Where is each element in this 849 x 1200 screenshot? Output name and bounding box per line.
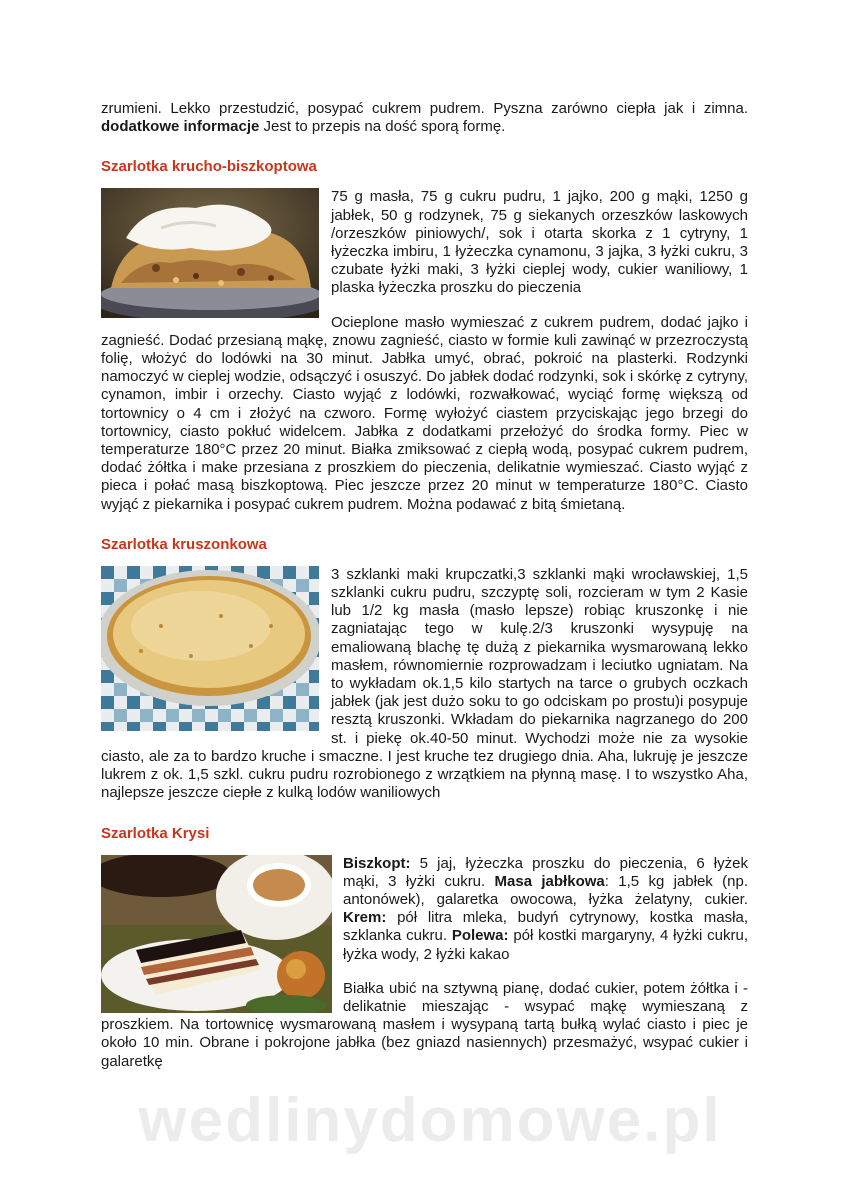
- krem-label: Krem:: [343, 909, 387, 927]
- intro-text: zrumieni. Lekko przestudzić, posypać cukrem pudrem. Pyszna zarówno ciepła jak i zimna.: [101, 100, 748, 117]
- recipe-text: 3 szklanki maki krupczatki,3 szklanki mąki wrocławskiej, 1,5 szklanki cukru pudru, szczyptę soli, rozcieram w tym 2 Kasie lub 1/2 kg masła (masło lepsze) robiąc kruszonkę i nie zagniatając tego w kulę.2/3 kruszonki wysypuję na emaliowaną blachę tę dużą z piekarnika wysmarowaną lekko masłem, równomiernie rozprowadzam i leciutko ugniatam. Na to wykładam ok.1,5 kilo startych na tarce o grubych oczkach jabłek (jak jest dużo soku to go odciskam po prostu)i posypuje resztą kruszonki. Wkładam do piekarnika nagrzanego do 200 st. i piekę ok.40-50 minut. Wychodzi może nie za wysokie ciasto, ale za to bardzo kruche i smaczne. I jest kruche tez drugiego dnia. Aha, lukruję je jeszcze lukrem z ok. 1,5 szkl. cukru pudru rozrobionego z wrzątkiem na płynną masę. I to wszystko Aha, najlepsze jeszcze ciepłe z kulką lodów waniliowych: [101, 565, 748, 802]
- method-paragraph: Białka ubić na sztywną pianę, dodać cukier, potem żółtka i - delikatnie mieszając - wsypać mąkę wymieszaną z proszkiem. Na tortownicę wysmarowaną masłem i wysypaną tartą bułką wylać ciasto i piec je około 10 min. Obrane i pokrojone jabłka (bez gniazd nasiennych) przesmażyć, wsypać cukier i galaretkę: [101, 979, 748, 1070]
- extra-info-text: Jest to przepis na dość sporą formę.: [259, 118, 506, 136]
- polewa-label: Polewa:: [451, 927, 509, 945]
- recipe-kruszonkowa: [101, 536, 748, 803]
- biszkopt-label: Biszkopt:: [343, 854, 411, 872]
- method-paragraph: Ocieplone masło wymieszać z cukrem pudrem, dodać jajko i zagnieść. Dodać przesianą mąkę, znowu zagnieść, ciasto w formie kuli zawinąć w przezroczystą folię, włożyć do lodówki na 30 minut. Jabłka umyć, obrać, pokroić na plasterki. Rodzynki namoczyć w cieplej wodzie, odsączyć i osuszyć. Do jabłek dodać rodzynki, sok i skórkę z cytryny, cynamon, imbir i orzechy. Ciasto wyjąć z lodówki, rozwałkować, wyciąć formę większą od tortownicy o 4 cm i złożyć na czworo. Formę wyłożyć ciastem przyciskając jego brzegi do tortownicy, ciasto pokłuć widelcem. Jabłka z dodatkami przełożyć do środka formy. Piec w temperaturze 180°C przez 20 minut. Białka zmiksować z ciepłą wodą, posypać cukrem pudrem, dodać żółtka i make przesiana z proszkiem do pieczenia, delikatnie wymieszać. Ciasto wyjąć z pieca i połać masą biszkoptową. Piec jeszcze przez 20 minut w temperaturze 180°C. Ciasto wyjąć z piekarnika i posypać cukrem pudrem. Można podawać z bitą śmietaną.: [101, 313, 748, 513]
- masa-text: : 1,5 kg jabłek (np. antonówek), galaretka owocowa, łyżka żelatyny, cukier.: [343, 872, 748, 908]
- extra-info-label: dodatkowe informacje: [101, 118, 260, 136]
- recipe-title: Szarlotka kruszonkowa: [101, 535, 267, 553]
- masa-label: Masa jabłkowa: [494, 872, 605, 890]
- recipe-title: Szarlotka Krysi: [101, 824, 210, 842]
- biszkopt-text: 5 jaj, łyżeczka proszku do pieczenia, 6 łyżek mąki, 3 łyżki cukru.: [343, 854, 748, 890]
- document-page: [101, 100, 748, 1093]
- layered-cake-photo: [101, 855, 332, 1013]
- recipe-krysi: [101, 825, 748, 1071]
- recipe-krucho-biszkoptowa: [101, 158, 748, 513]
- recipe-title: Szarlotka krucho-biszkoptowa: [101, 158, 317, 176]
- site-watermark: wedlinydomowe.pl: [138, 1086, 722, 1155]
- polewa-text: pół kostki margaryny, 4 łyżki cukru, łyżka wody, 2 łyżki kakao: [343, 927, 748, 963]
- cake-with-cream-photo: [101, 188, 319, 318]
- krem-text: pół litra mleka, budyń cytrynowy, kostka masła, szklanka cukru.: [343, 909, 748, 945]
- crumble-cake-photo: [101, 566, 319, 731]
- intro-paragraph: [101, 100, 748, 136]
- ingredients-paragraph: 75 g masła, 75 g cukru pudru, 1 jajko, 200 g mąki, 1250 g jabłek, 50 g rodzynek, 75 g siekanych orzeszków laskowych /orzeszków piniowych/, sok i otarta skorka z 1 cytryny, 1 łyżeczka imbiru, 1 łyżeczka cynamonu, 3 jajka, 3 łyżki cukru, 3 czubate łyżki maki, 3 łyżki cieplej wody, cukier waniliowy, 1 plaska łyżeczka proszku do pieczenia: [331, 188, 748, 297]
